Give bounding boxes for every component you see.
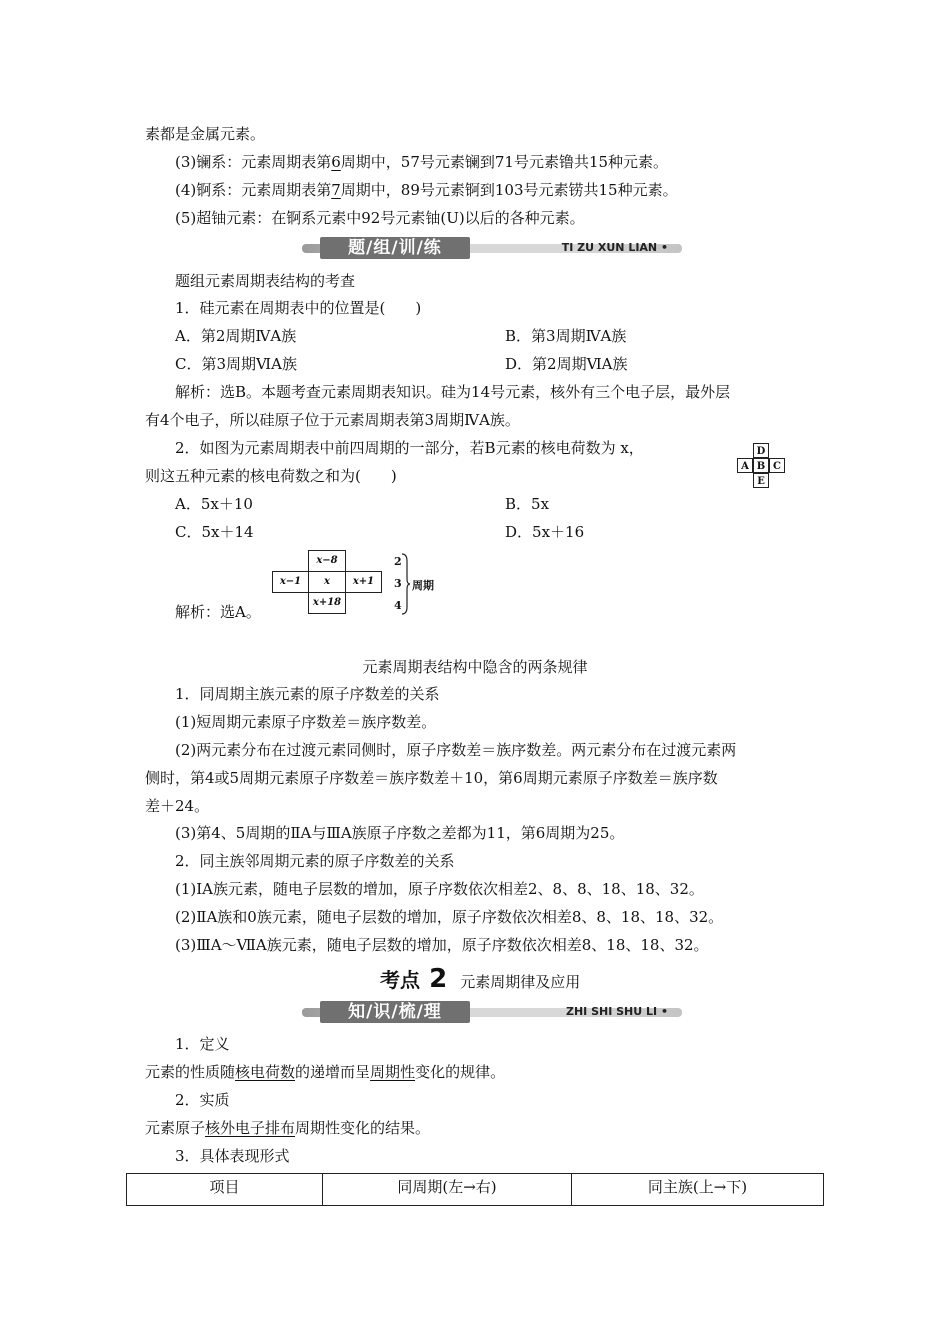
definition-text: 元素的性质随核电荷数的递增而呈周期性变化的规律。 <box>145 1063 506 1081</box>
analysis-line: 解析：选B。本题考查元素周期表知识。硅为14号元素，核外有三个电子层，最外层 <box>175 383 731 401</box>
rule-item: 差＋24。 <box>145 797 210 815</box>
rule-item: (1)短周期元素原子序数差＝族序数差。 <box>175 713 437 731</box>
kaodian-title: 元素周期律及应用 <box>460 973 581 991</box>
banner-title: 知/识/梳/理 <box>348 1002 442 1022</box>
analysis-line: 解析：选A。 <box>175 603 261 621</box>
text-line: (3)镧系：元素周期表第6周期中，57号元素镧到71号元素镥共15种元素。 <box>175 153 669 171</box>
table-header: 同主族(上→下) <box>572 1174 824 1206</box>
option-a: A．第2周期ⅣA族 <box>175 327 297 345</box>
option-c: C．第3周期ⅥA族 <box>175 355 297 373</box>
forms-heading: 3．具体表现形式 <box>175 1147 290 1165</box>
period-number: 2 <box>394 555 402 568</box>
grid-cell-left: A <box>737 458 753 473</box>
table-header: 项目 <box>127 1174 323 1206</box>
period-number: 3 <box>394 577 402 590</box>
rule-item: 侧时，第4或5周期元素原子序数差＝族序数差＋10，第6周期元素原子序数差＝族序数 <box>145 769 718 787</box>
brace-icon <box>401 553 411 615</box>
rule-item: (2)两元素分布在过渡元素同侧时，原子序数差＝族序数差。两元素分布在过渡元素两 <box>175 741 737 759</box>
grid-cell-center: B <box>753 458 769 473</box>
rule-item: (2)ⅡA族和0族元素，随电子层数的增加，原子序数依次相差8、8、18、18、32。 <box>175 908 724 926</box>
definition-heading: 1．定义 <box>175 1035 230 1053</box>
rule-item: (1)ⅠA族元素，随电子层数的增加，原子序数依次相差2、8、8、18、18、32。 <box>175 880 704 898</box>
section-banner <box>302 1001 682 1023</box>
rules-title: 元素周期表结构中隐含的两条规律 <box>362 658 588 676</box>
grid-cell-right: C <box>769 458 785 473</box>
question-2: 2．如图为元素周期表中前四周期的一部分，若B元素的核电荷数为 x， <box>175 439 644 457</box>
essence-heading: 2．实质 <box>175 1091 230 1109</box>
option-a: A．5x＋10 <box>175 495 253 513</box>
section-heading: 题组元素周期表结构的考查 <box>175 272 356 290</box>
rule-heading: 2．同主族邻周期元素的原子序数差的关系 <box>175 852 455 870</box>
option-d: D．5x＋16 <box>505 523 585 541</box>
rule-item: (3)第4、5周期的ⅡA与ⅢA族原子序数之差都为11，第6周期为25。 <box>175 824 625 842</box>
table-row <box>127 1174 824 1206</box>
period-number: 4 <box>394 599 402 612</box>
text-line: (4)锕系：元素周期表第7周期中，89号元素锕到103号元素铹共15种元素。 <box>175 181 678 199</box>
comparison-table <box>126 1173 824 1206</box>
kaodian-label: 考点 <box>380 968 420 992</box>
rule-item: (3)ⅢA～ⅦA族元素，随电子层数的增加，原子序数依次相差8、18、18、32。 <box>175 936 709 954</box>
section-banner <box>302 237 682 259</box>
rule-heading: 1．同周期主族元素的原子序数差的关系 <box>175 685 440 703</box>
period-label: 周期 <box>412 579 434 592</box>
cell-bottom: x+18 <box>308 592 346 614</box>
banner-title: 题/组/训/练 <box>348 238 442 258</box>
table-header: 同周期(左→右) <box>323 1174 572 1206</box>
question-2-cont: 则这五种元素的核电荷数之和为( ) <box>145 467 397 485</box>
option-b: B．第3周期ⅣA族 <box>505 327 627 345</box>
cell-right: x+1 <box>345 571 382 593</box>
kaodian-number: 2 <box>429 964 448 994</box>
cell-left: x−1 <box>272 571 309 593</box>
option-b: B．5x <box>505 495 550 513</box>
option-c: C．5x＋14 <box>175 523 254 541</box>
text-line: 素都是金属元素。 <box>145 125 266 143</box>
text-line: (5)超铀元素：在锕系元素中92号元素铀(U)以后的各种元素。 <box>175 209 585 227</box>
grid-cell-bottom: E <box>753 473 769 488</box>
grid-cell-top: D <box>753 443 769 458</box>
cell-center: x <box>308 571 346 593</box>
essence-text: 元素原子核外电子排布周期性变化的结果。 <box>145 1119 431 1137</box>
analysis-line: 有4个电子，所以硅原子位于元素周期表第3周期ⅣA族。 <box>145 411 520 429</box>
option-d: D．第2周期ⅥA族 <box>505 355 628 373</box>
kaodian-heading <box>380 964 580 994</box>
question-1: 1．硅元素在周期表中的位置是( ) <box>175 299 422 317</box>
banner-subtitle: TI ZU XUN LIAN • <box>561 241 668 254</box>
cell-top: x−8 <box>308 550 346 572</box>
banner-subtitle: ZHI SHI SHU LI • <box>565 1005 668 1018</box>
